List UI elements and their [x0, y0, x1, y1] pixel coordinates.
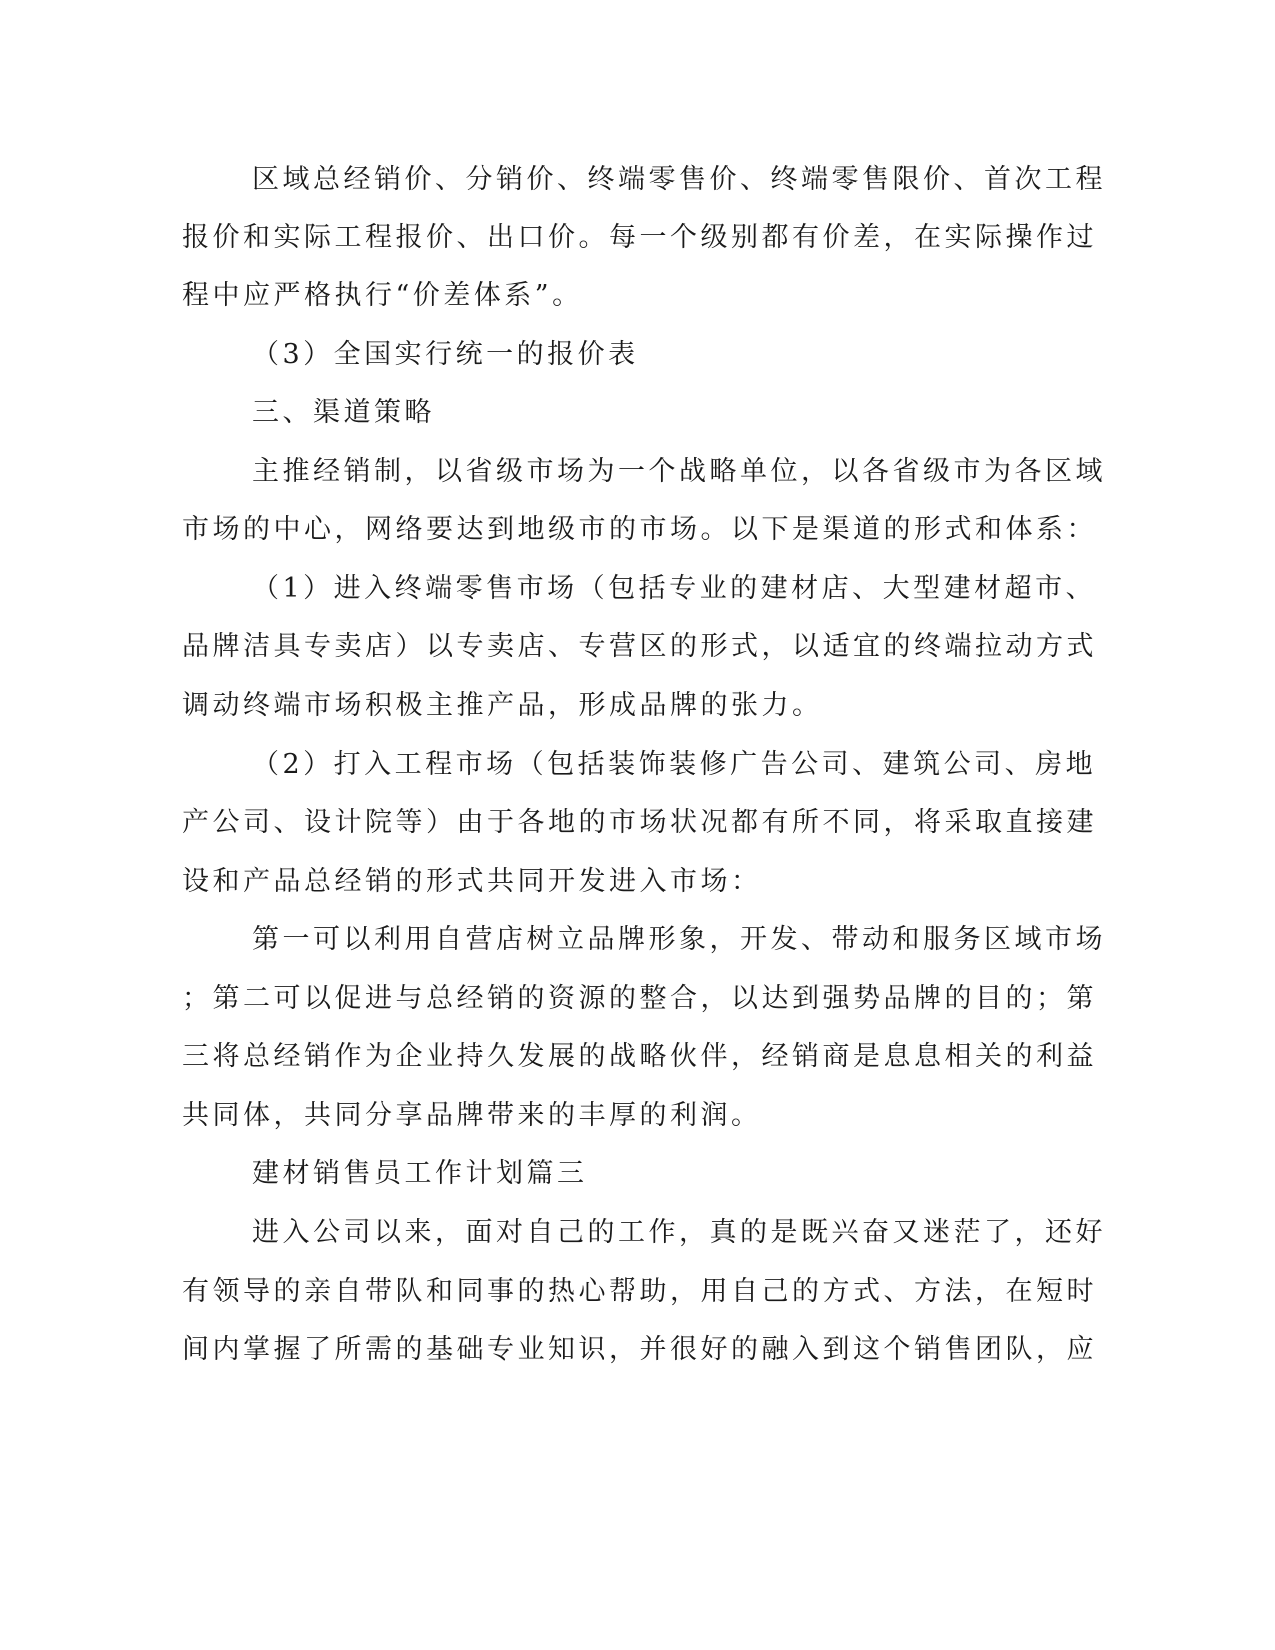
text-line: 调动终端市场积极主推产品，形成品牌的张力。 — [182, 690, 823, 721]
text-line: 程中应严格执行“价差体系”。 — [182, 280, 583, 311]
text-line: 间内掌握了所需的基础专业知识，并很好的融入到这个销售团队，应 — [182, 1334, 1097, 1365]
text-line: （2）打入工程市场（包括装饰装修广告公司、建筑公司、房地 — [252, 749, 1097, 780]
text-line: （3）全国实行统一的报价表 — [252, 339, 639, 370]
text-line: 第一可以利用自营店树立品牌形象，开发、带动和服务区域市场 — [252, 924, 1106, 955]
section-heading: 建材销售员工作计划篇三 — [252, 1158, 588, 1189]
text-line: 报价和实际工程报价、出口价。每一个级别都有价差，在实际操作过 — [182, 222, 1097, 253]
text-line: （1）进入终端零售市场（包括专业的建材店、大型建材超市、 — [252, 573, 1097, 604]
text-line: 三将总经销作为企业持久发展的战略伙伴，经销商是息息相关的利益 — [182, 1041, 1097, 1072]
text-line: 产公司、设计院等）由于各地的市场状况都有所不同，将采取直接建 — [182, 807, 1097, 838]
section-heading: 三、渠道策略 — [252, 397, 435, 428]
text-line: 进入公司以来，面对自己的工作，真的是既兴奋又迷茫了，还好 — [252, 1217, 1106, 1248]
text-line: ；第二可以促进与总经销的资源的整合，以达到强势品牌的目的；第 — [182, 983, 1097, 1014]
text-line: 设和产品总经销的形式共同开发进入市场： — [182, 866, 762, 897]
text-line: 区域总经销价、分销价、终端零售价、终端零售限价、首次工程 — [252, 164, 1106, 195]
text-line: 有领导的亲自带队和同事的热心帮助，用自己的方式、方法，在短时 — [182, 1276, 1097, 1307]
text-line: 品牌洁具专卖店）以专卖店、专营区的形式，以适宜的终端拉动方式 — [182, 631, 1097, 662]
text-line: 主推经销制，以省级市场为一个战略单位，以各省级市为各区域 — [252, 456, 1106, 487]
text-line: 共同体，共同分享品牌带来的丰厚的利润。 — [182, 1100, 762, 1131]
text-line: 市场的中心，网络要达到地级市的市场。以下是渠道的形式和体系： — [182, 514, 1097, 545]
